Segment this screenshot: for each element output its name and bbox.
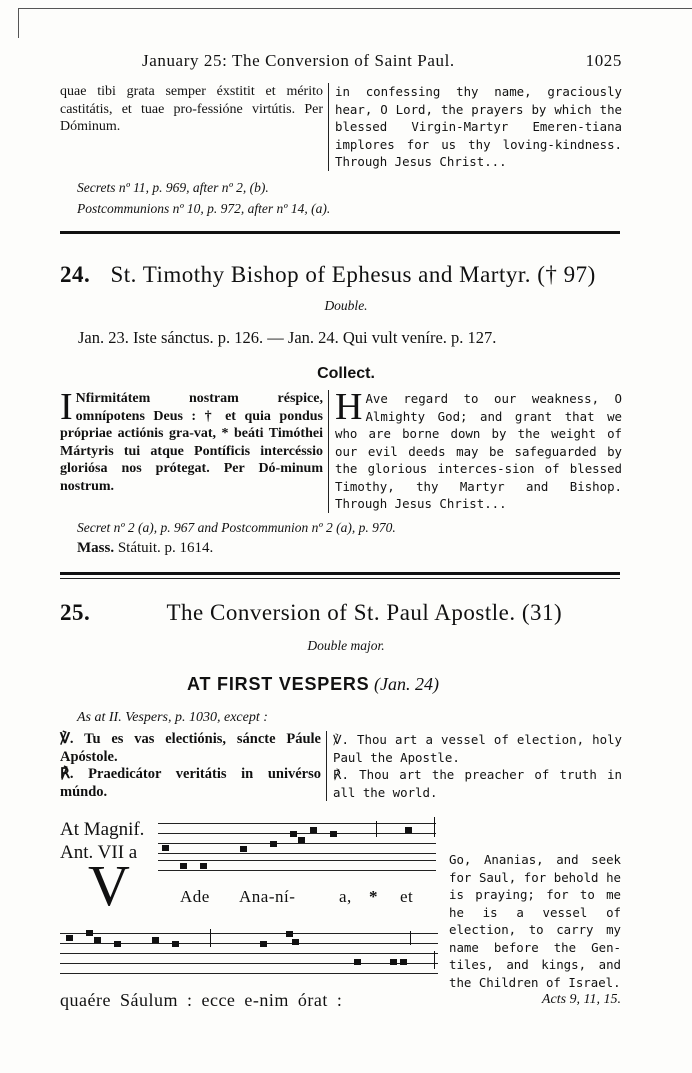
antiphon-english-text: Go, Ananias, and seek for Saul, for behold he is praying; for to me he is a vessel of election, to carry my name before the Gen-tiles, and kings, and the Children of Israel. bbox=[449, 852, 621, 990]
top-columns bbox=[60, 83, 622, 171]
top-english: in confessing thy name, graciously hear, O Lord, the prayers by which the blessed Virgin-Martyr Emeren-tiana implores for us thy loving-kindness. Through Jesus Christ... bbox=[328, 83, 622, 171]
collect-english bbox=[328, 386, 622, 513]
feast-24-number: 24. bbox=[60, 262, 91, 287]
latin-response: ℟. Praedicátor veritátis in univérso múndo. bbox=[60, 766, 321, 800]
feast-24-heading bbox=[60, 262, 620, 288]
feast-25-heading bbox=[60, 600, 620, 626]
feast-24-refs: Jan. 23. Iste sánctus. p. 126. — Jan. 24. Qui vult veníre. p. 127. bbox=[78, 328, 497, 347]
feast-25-rank: Double major. bbox=[307, 638, 385, 653]
section-divider-2b bbox=[60, 578, 620, 579]
chant-text-line-2: quaére Sáulum : ecce e-nim órat : bbox=[60, 990, 343, 1010]
chant-syllable-3: a, bbox=[339, 887, 352, 906]
mass-label: Mass. bbox=[77, 540, 115, 556]
secret-postcommunion-note: Secret nº 2 (a), p. 967 and Postcommunion nº 2 (a), p. 970. bbox=[77, 520, 396, 535]
vespers-heading bbox=[187, 674, 439, 695]
collect-columns bbox=[60, 386, 622, 513]
chant-syllable-5: et bbox=[400, 887, 414, 906]
top-latin: quae tibi grata semper éxstitit et mérito castitátis, et tuae pro-fessióne virtútis. Per Dóminum. bbox=[60, 84, 323, 134]
collect-latin-text: Nfirmitátem nostram réspice, omnípotens Deus : † et quia pondus própriae actiónis gra-vat, * beáti Timóthei Mártyris tui atque Pontíficis intercéssio gloriósa nos prótegat. Per Dó-minum nostrum. bbox=[60, 391, 323, 494]
as-at-note: As at II. Vespers, p. 1030, except : bbox=[77, 710, 268, 725]
feast-24-rank: Double. bbox=[324, 298, 368, 313]
chant-initial: V bbox=[88, 853, 130, 918]
section-divider-2 bbox=[60, 572, 620, 575]
vespers-date: (Jan. 24) bbox=[374, 674, 439, 694]
feast-25-number: 25. bbox=[60, 600, 91, 625]
chant-label-magnif: At Magnif. bbox=[60, 819, 145, 840]
versicle-columns bbox=[60, 731, 622, 801]
antiphon-english bbox=[449, 851, 621, 1009]
page-number: 1025 bbox=[585, 51, 622, 70]
feast-25-title: The Conversion of St. Paul Apostle. (31) bbox=[166, 600, 563, 625]
mass-ref bbox=[77, 540, 213, 557]
english-response: ℟. Thou art the preacher of truth in all the world. bbox=[333, 767, 622, 800]
chant-syllable-2: Ana-ní- bbox=[239, 887, 296, 906]
chant-staff-2 bbox=[60, 933, 438, 973]
chant-syllable-1: Ade bbox=[180, 887, 210, 906]
versicle-english bbox=[326, 731, 622, 801]
chant-staff-1-lower bbox=[158, 860, 436, 872]
versicle-latin bbox=[60, 731, 326, 801]
english-versicle: ℣. Thou art a vessel of election, holy Paul the Apostle. bbox=[333, 732, 622, 765]
collect-heading: Collect. bbox=[317, 365, 375, 382]
secrets-note: Secrets nº 11, p. 969, after nº 2, (b). bbox=[77, 180, 269, 195]
chant-syllable-4: * bbox=[369, 887, 378, 906]
mass-ref-text: Státuit. p. 1614. bbox=[117, 540, 214, 556]
chant-staff-1 bbox=[158, 823, 436, 863]
page-edge-left bbox=[18, 8, 19, 38]
collect-english-text: Ave regard to our weakness, O Almighty God; and grant that we who are borne down by the weight of our evil deeds may be safeguarded by the glorious interces-sion of blessed Timothy, thy Martyr and Bishop. Through Jesus Christ... bbox=[335, 391, 622, 511]
collect-latin bbox=[60, 386, 328, 513]
vespers-title: AT FIRST VESPERS bbox=[187, 674, 370, 694]
latin-versicle: ℣. Tu es vas electiónis, sáncte Páule Apóstole. bbox=[60, 731, 321, 765]
page-edge-top bbox=[18, 8, 692, 9]
chant-label-mode: Ant. VII a bbox=[60, 842, 138, 863]
collect-english-dropcap: H bbox=[335, 386, 363, 428]
section-divider-1 bbox=[60, 231, 620, 234]
antiphon-citation: Acts 9, 11, 15. bbox=[541, 992, 621, 1007]
postcommunions-note: Postcommunions nº 10, p. 972, after nº 14, (a). bbox=[77, 201, 331, 216]
feast-24-title: St. Timothy Bishop of Ephesus and Martyr. († 97) bbox=[110, 262, 596, 287]
collect-latin-dropcap: I bbox=[60, 386, 73, 428]
running-header: January 25: The Conversion of Saint Paul. bbox=[142, 51, 455, 70]
